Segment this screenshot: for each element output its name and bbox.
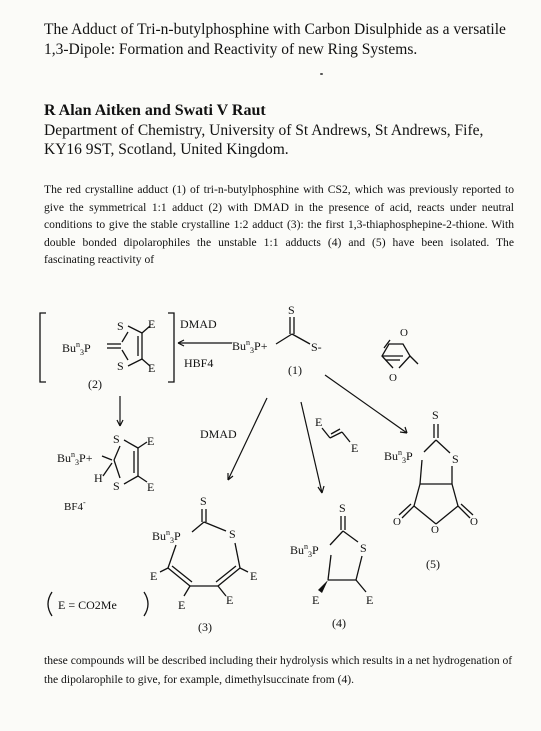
svg-text:E: E (148, 317, 156, 331)
svg-text:S: S (288, 303, 295, 317)
svg-text:E: E (148, 361, 156, 375)
svg-text:S: S (452, 452, 459, 466)
svg-text:S: S (432, 408, 439, 422)
compound-2-label: (2) (88, 377, 102, 391)
paper-authors: R Alan Aitken and Swati V Raut (44, 102, 266, 119)
compound-1-label: (1) (288, 363, 302, 377)
svg-text:Bun3P+: $Bu^n_3P+$ (232, 338, 268, 355)
svg-text:S: S (113, 432, 120, 446)
svg-text:S: S (339, 501, 346, 515)
substituent-legend (48, 592, 148, 616)
svg-text:O: O (389, 372, 397, 384)
reagent-dmad-mid: DMAD (200, 427, 237, 441)
svg-text:E: E (147, 434, 155, 448)
svg-text:O: O (431, 524, 439, 536)
svg-text:H: H (94, 471, 103, 485)
compound-4 (290, 501, 373, 630)
svg-text:O: O (400, 327, 408, 339)
compound-3-label: (3) (198, 620, 212, 634)
compound-3 (150, 494, 257, 634)
svg-text:Bun3P: $Bu^n_3P$ (152, 528, 181, 545)
svg-text:S: S (113, 479, 120, 493)
svg-text:E: E (366, 593, 374, 607)
svg-text:Bun3P+: $Bu^n_3P+$ (57, 450, 93, 467)
svg-text:O: O (470, 516, 478, 528)
compound-4-label: (4) (332, 616, 346, 630)
alkene-reagent (315, 415, 358, 455)
svg-text:E: E (312, 593, 320, 607)
svg-text:E = CO2Me: E = CO2Me (58, 598, 117, 612)
svg-text:Bun3P: $Bu^n_3P$ (384, 448, 413, 465)
svg-text:S: S (200, 494, 207, 508)
svg-text:BF4-: BF4- (64, 498, 86, 513)
svg-text:E: E (351, 441, 359, 455)
paper-title: The Adduct of Tri-n-butylphosphine with Carbon Disulphide as a versatile 1,3-Dipole: Formation and Reactivity of new Ring Systems. (44, 21, 506, 58)
svg-text:E: E (150, 569, 158, 583)
reagent-dmad-top: DMAD (180, 317, 217, 331)
compound-2 (40, 313, 174, 391)
svg-text:E: E (315, 415, 323, 429)
bf4-salt (57, 432, 154, 513)
svg-text:S: S (229, 527, 236, 541)
abstract-paragraph: The red crystalline adduct (1) of tri-n-butylphosphine with CS2, which was previously reported to give the symmetrical 1:1 adduct (2) with DMAD in the presence of acid, reacts under neutral conditions to give the stable crystalline 1:2 adduct (3): the first 1,3-thiaphosphepine-2-thione. With double bonded dipolarophiles the unstable 1:1 adducts (4) and (5) have been isolated. The fascinating reactivity of (44, 183, 514, 267)
svg-text:E: E (250, 569, 258, 583)
compound-5-label: (5) (426, 557, 440, 571)
svg-text:S: S (117, 359, 124, 373)
svg-text:E: E (147, 480, 155, 494)
paper-affiliation: Department of Chemistry, University of St Andrews, St Andrews, Fife, KY16 9ST, Scotland, United Kingdom. (44, 122, 484, 158)
bu-label: $Bu^n_3P$ (62, 340, 91, 357)
svg-text:S-: S- (311, 340, 322, 354)
closing-paragraph: these compounds will be described including their hydrolysis which results in a net hydrogenation of the dipolarophile to give, for example, dimethylsuccinate from (4). (44, 654, 513, 686)
compound-1 (232, 303, 322, 377)
maleic-anhydride (382, 327, 418, 384)
svg-text:S: S (360, 541, 367, 555)
compound-5 (384, 408, 478, 571)
svg-text:S: S (117, 319, 124, 333)
svg-text:E: E (178, 598, 186, 612)
reagent-hbf4: HBF4 (184, 356, 214, 370)
svg-text:Bun3P: $Bu^n_3P$ (290, 542, 319, 559)
svg-text:O: O (393, 516, 401, 528)
svg-text:E: E (226, 593, 234, 607)
